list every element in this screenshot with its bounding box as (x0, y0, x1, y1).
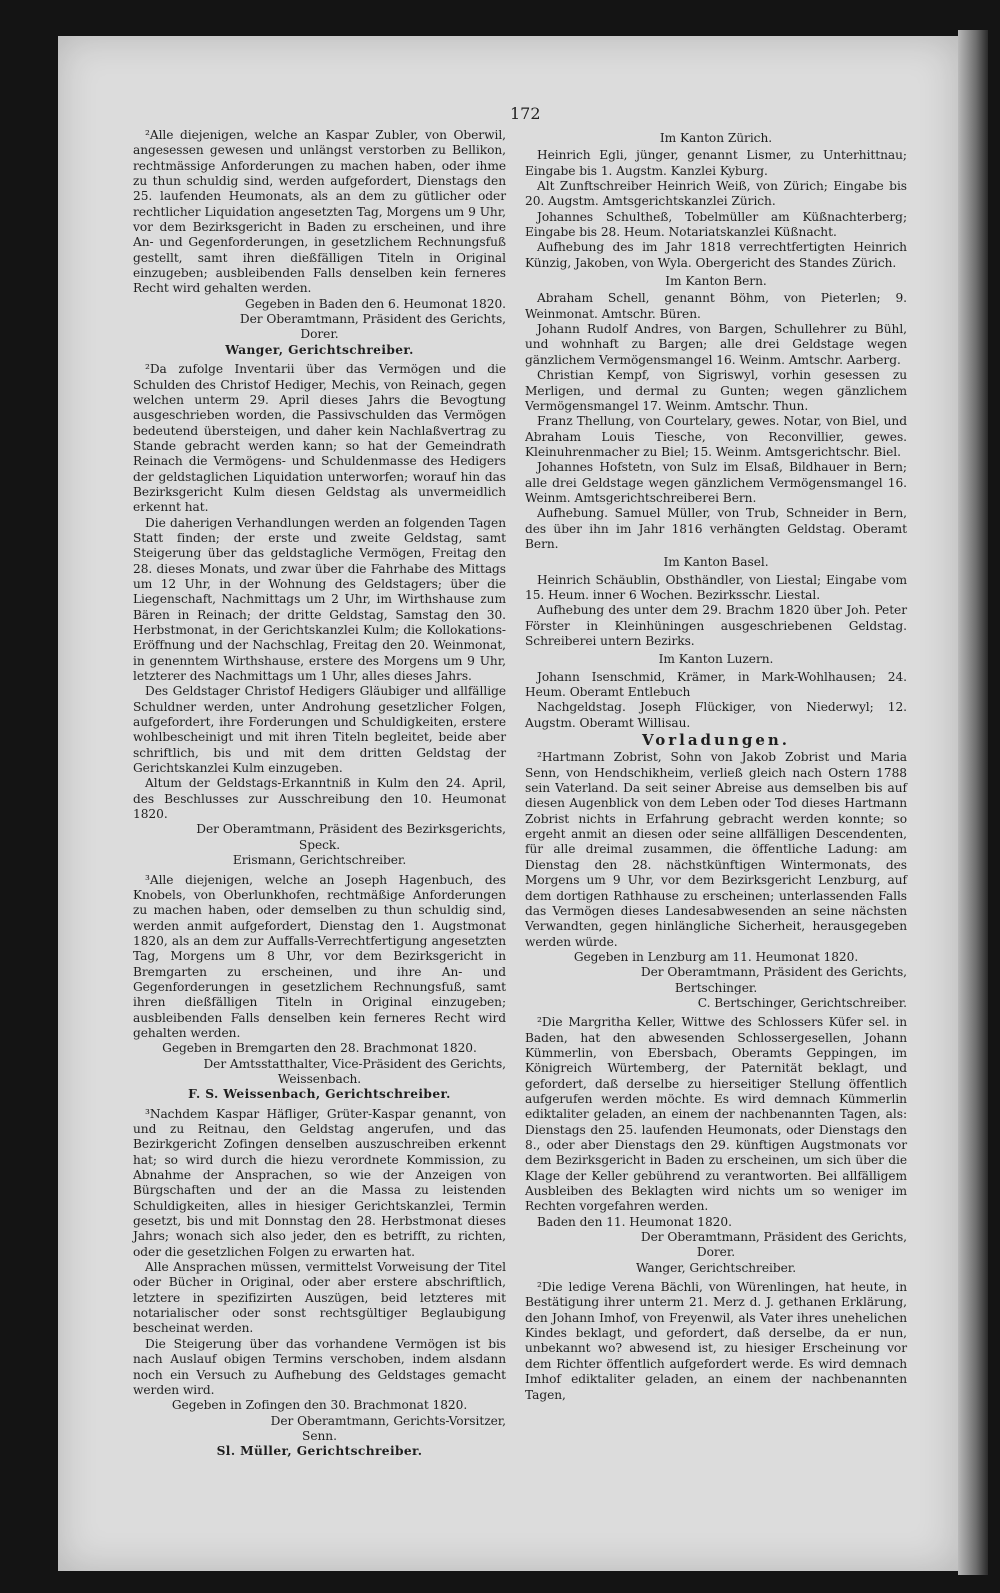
basel-entry-2: Aufhebung des unter dem 29. Brachm 1820 über Joh. Peter Förster in Kleinhüningen ausgeschriebenen Geldstag. Schreiberei untern Bezirks. (525, 603, 907, 648)
keller-date: Baden den 11. Heumonat 1820. (537, 1214, 732, 1229)
haefliger-authority: Der Oberamtmann, Gerichts-Vorsitzer, (270, 1413, 506, 1428)
haefliger-clerk: Sl. Müller, Gerichtschreiber. (216, 1444, 423, 1459)
hagenbuch-name: Weissenbach. (277, 1071, 362, 1086)
zuerich-entry-1: Heinrich Egli, jünger, genannt Lismer, zu Unterhittnau; Eingabe bis 1. Augstm. Kanzlei Kyburg. (525, 148, 907, 178)
page-number: 172 (510, 104, 541, 123)
vorladungen-heading: Vorladungen. (641, 731, 791, 750)
zubler-date: Gegeben in Baden den 6. Heumonat 1820. (245, 296, 506, 311)
zuerich-entry-2: Alt Zunftschreiber Heinrich Weiß, von Zürich; Eingabe bis 20. Augstm. Amtsgerichtskanzlei Zürich. (525, 179, 907, 209)
bern-entry-5: Johannes Hofstetn, von Sulz im Elsaß, Bildhauer in Bern; alle drei Geldstage wegen gänzlichem Vermögensmangel 16. Weinm. Amtsgerichtschreiberei Bern. (525, 460, 907, 505)
bern-heading: Im Kanton Bern. (665, 274, 767, 289)
baechli-notice: ²Die ledige Verena Bächli, von Würenlingen, hat heute, in Bestätigung ihrer unterm 21. Merz d. J. gethanen Erklärung, den Johann Imhof, von Freyenwil, als Vater ihres unehelichen Kindes beklagt, und gefordert, daß derselbe, da er nun, unbekannt wo? abwesend ist, zu hiesiger Erscheinung vor dem Richter öffentlich aufgefordert werde. Es wird demnach Imhof ediktaliter geladen, an einem der nachbenannten Tagen, (525, 1280, 907, 1402)
bern-entry-6: Aufhebung. Samuel Müller, von Trub, Schneider in Bern, des über ihn im Jahr 1816 verhängten Geldstag. Oberamt Bern. (525, 506, 907, 551)
zobrist-clerk: C. Bertschinger, Gerichtschreiber. (697, 995, 907, 1010)
hediger-authority: Der Oberamtmann, Präsident des Bezirksgerichts, (196, 822, 506, 837)
zobrist-authority: Der Oberamtmann, Präsident des Gerichts, (640, 965, 907, 980)
book-edge (958, 30, 988, 1575)
hagenbuch-notice: ³Alle diejenigen, welche an Joseph Hagenbuch, des Knobels, von Oberlunkhofen, rechtmäßige Anforderungen zu machen haben, oder demselben zu thun schuldig sind, werden anmit aufgefordert, Dienstag den 1. Augstmonat 1820, als an dem zur Auffalls-Verrechtfertigung angesetzten Tag, Morgens um 8 Uhr, vor dem Bezirksgericht in Bremgarten zu erscheinen, und ihre An- und Gegenforderungen in gesetzlichem Rechnungsfuß, samt ihren dießfälligen Titeln in Original einzugeben; ausbleibenden Falls denselben kein ferneres Recht wird gehalten werden. (133, 872, 506, 1040)
keller-name: Dorer. (696, 1245, 736, 1260)
luzern-heading: Im Kanton Luzern. (658, 652, 774, 667)
haefliger-paragraph-1: ³Nachdem Kaspar Häfliger, Grüter-Kaspar genannt, von und zu Reitnau, den Geldstag angerufen, und das Bezirkgericht Zofingen denselben auszuschreiben erkennt hat; so wird durch die hiezu verordnete Kommission, zu Abnahme der Ansprachen, so wie der Anzeigen von Bürgschaften und der an die Massa zu leistenden Schuldigkeiten, alles in hiesiger Gerichtskanzlei, Termin gesetzt, bis und mit Donnstag den 28. Herbstmonat dieses Jahrs; wonach sich also jeder, den es betrifft, zu richten, oder die gesetzlichen Folgen zu erwarten hat. (133, 1106, 506, 1259)
luzern-entry-1: Johann Isenschmid, Krämer, in Mark-Wohlhausen; 24. Heum. Oberamt Entlebuch (525, 669, 907, 700)
hediger-paragraph-1: ²Da zufolge Inventarii über das Vermögen und die Schulden des Christof Hediger, Mechis, von Reinach, gegen welchen unterm 29. April dieses Jahrs die Bevogtung ausgeschrieben worden, die Passivschulden das Vermögen bedeutend übersteigen, und daher kein Nachlaßvertrag zu Stande gebracht werden kann; so hat der Gemeindrath Reinach die Vermögens- und Schuldenmasse des Hedigers der geldstaglichen Liquidation unterworfen; worauf hin das Bezirksgericht Kulm diesen Geldstag als unvermeidlich erkennt hat. (133, 362, 506, 515)
hediger-paragraph-4: Altum der Geldstags-Erkanntniß in Kulm den 24. April, des Beschlusses zur Ausschreibung den 10. Heumonat 1820. (133, 776, 506, 822)
basel-entry-1: Heinrich Schäublin, Obsthändler, von Liestal; Eingabe vom 15. Heum. inner 6 Wochen. Bezirksschr. Liestal. (525, 572, 907, 602)
hagenbuch-clerk: F. S. Weissenbach, Gerichtschreiber. (188, 1087, 451, 1102)
keller-authority: Der Oberamtmann, Präsident des Gerichts, (640, 1230, 907, 1245)
left-column (133, 128, 506, 1460)
zuerich-heading: Im Kanton Zürich. (659, 131, 773, 145)
haefliger-paragraph-2: Alle Ansprachen müssen, vermittelst Vorweisung der Titel oder Bücher in Original, oder aber erstere abschriftlich, letztere in spezifizirten Auszügen, beid letzteres mit notarialischer oder sonst rechtsgültiger Beglaubigung bescheinat werden. (133, 1260, 506, 1336)
right-column (525, 128, 907, 1403)
hediger-name: Speck. (298, 837, 341, 852)
zuerich-entry-3: Johannes Schultheß, Tobelmüller am Küßnachterberg; Eingabe bis 28. Heum. Notariatskanzlei Küßnacht. (525, 209, 907, 240)
luzern-entry-2: Nachgeldstag. Joseph Flückiger, von Niederwyl; 12. Augstm. Oberamt Willisau. (525, 700, 907, 730)
bern-entry-3: Christian Kempf, von Sigriswyl, vorhin gesessen zu Merligen, und dermal zu Gunten; wegen gänzlichem Vermögensmangel 17. Weinm. Amtschr. Thun. (525, 368, 907, 413)
zuerich-entry-4: Aufhebung des im Jahr 1818 verrechtfertigten Heinrich Künzig, Jakoben, von Wyla. Obergericht des Standes Zürich. (525, 240, 907, 270)
keller-notice: ²Die Margritha Keller, Wittwe des Schlossers Küfer sel. in Baden, hat den abwesenden Schlossergesellen, Johann Kümmerlin, von Ebersbach, Oberamts Geppingen, im Königreich Würtemberg, der Paternität beklagt, und gefordert, daß derselbe zu hierseitiger Stellung öffentlich aufgerufen werden möchte. Es wird demnach Kümmerlin ediktaliter geladen, an einem der nachbenannten Tagen, als: Dienstags den 25. laufenden Heumonats, oder Dienstags den 8., oder aber Dienstags den 29. künftigen Augstmonats vor dem Bezirksgericht in Baden zu erscheinen, um sich über die Klage der Keller gebührend zu verantworten. Bei allfälligem Ausbleiben des Beklagten wird nichts um so weniger im Rechten vorgefahren werden. (525, 1015, 907, 1214)
basel-heading: Im Kanton Basel. (663, 555, 769, 570)
haefliger-name: Senn. (302, 1428, 337, 1443)
bern-entry-1: Abraham Schell, genannt Böhm, von Pieterlen; 9. Weinmonat. Amtschr. Büren. (525, 291, 907, 321)
zubler-notice: ²Alle diejenigen, welche an Kaspar Zubler, von Oberwil, angesessen gewesen und unlängst verstorben zu Bellikon, rechtmässige Anforderungen zu machen haben, oder ihme zu thun schuldig sind, werden aufgefordert, Dienstags den 25. laufenden Heumonats, als an dem zu gütlicher oder rechtlicher Liquidation angesetzten Tag, Morgens um 9 Uhr, vor dem Bezirksgericht in Baden zu erscheinen, und ihre An- und Gegenforderungen, in gesetzlichem Rechnungsfuß gestellt, samt ihren dießfälligen Titeln in Original einzugeben; ausbleibenden Falls denselben kein ferneres Recht wird gehalten werden. (133, 128, 506, 296)
hediger-paragraph-3: Des Geldstager Christof Hedigers Gläubiger und allfällige Schuldner werden, unter Androhung gesetzlicher Folgen, aufgefordert, ihre Forderungen und Schuldigkeiten, erstere wohlbescheinigt und mit ihren Titeln begleitet, beide aber schriftlich, bis und mit dem dritten Geldstag der Gerichtskanzlei Kulm einzugeben. (133, 684, 506, 776)
hagenbuch-date: Gegeben in Bremgarten den 28. Brachmonat 1820. (162, 1041, 477, 1056)
bern-entry-2: Johann Rudolf Andres, von Bargen, Schullehrer zu Bühl, und wohnhaft zu Bargen; alle drei Geldstage wegen gänzlichem Vermögensmangel 16. Weinm. Amtschr. Aarberg. (525, 322, 907, 367)
zobrist-name: Bertschinger. (674, 980, 758, 995)
zobrist-notice: ²Hartmann Zobrist, Sohn von Jakob Zobrist und Maria Senn, von Hendschikheim, verließ gleich nach Ostern 1788 sein Vaterland. Da seit seiner Abreise aus demselben bis auf diesen Augenblick von dem Leben oder Tod dieses Hartmann Zobrist nichts in Erfahrung gebracht werden konnte; so ergeht anmit an diesen oder seine allfälligen Descendenten, für alle dreimal zusammen, die öffentliche Ladung: am Dienstag den 28. nächstkünftigen Wintermonats, des Morgens um 9 Uhr, vor dem Bezirksgericht Lenzburg, auf dem dortigen Rathhause zu erscheinen; unterlassenden Falls das Vermögen dieses Landesabwesenden an seine nächsten Verwandten, gegen hinlängliche Sicherheit, herausgegeben werden würde. (525, 750, 907, 949)
hediger-paragraph-2: Die daherigen Verhandlungen werden an folgenden Tagen Statt finden; der erste und zweite Geldstag, samt Steigerung über das geldstagliche Vermögen, Freitag den 28. dieses Monats, und zwar über die Fahrhabe des Mittags um 12 Uhr, in der Wohnung des Geldstagers; über die Liegenschaft, Nachmittags um 2 Uhr, im Wirthshause zum Bären in Reinach; der dritte Geldstag, Samstag den 30. Herbstmonat, in der Gerichtskanzlei Kulm; die Kollokations-Eröffnung und der Nachschlag, Freitag den 20. Weinmonat, in genenntem Wirthshause, erstere des Morgens um 9 Uhr, letzterer des Nachmittags um 1 Uhr, alles dieses Jahrs. (133, 515, 506, 684)
zobrist-date: Gegeben in Lenzburg am 11. Heumonat 1820. (573, 949, 859, 964)
hagenbuch-authority: Der Amtsstatthalter, Vice-Präsident des Gerichts, (203, 1056, 506, 1071)
zubler-name: Dorer. (300, 327, 339, 342)
zubler-authority: Der Oberamtmann, Präsident des Gerichts, (239, 312, 506, 327)
zubler-clerk: Wanger, Gerichtschreiber. (225, 342, 414, 357)
keller-clerk: Wanger, Gerichtschreiber. (635, 1260, 797, 1275)
haefliger-paragraph-3: Die Steigerung über das vorhandene Vermögen ist bis nach Auslauf obigen Termins verschoben, indem alsdann noch ein Versuch zu Aufhebung des Geldstages gemacht werden wird. (133, 1336, 506, 1397)
haefliger-date: Gegeben in Zofingen den 30. Brachmonat 1820. (171, 1398, 468, 1413)
bern-entry-4: Franz Thellung, von Courtelary, gewes. Notar, von Biel, und Abraham Louis Tiesche, von Reconvillier, gewes. Kleinuhrenmacher zu Biel; 15. Weinm. Amtsgerichtschr. Biel. (525, 414, 907, 459)
hediger-clerk: Erismann, Gerichtschreiber. (232, 853, 407, 868)
